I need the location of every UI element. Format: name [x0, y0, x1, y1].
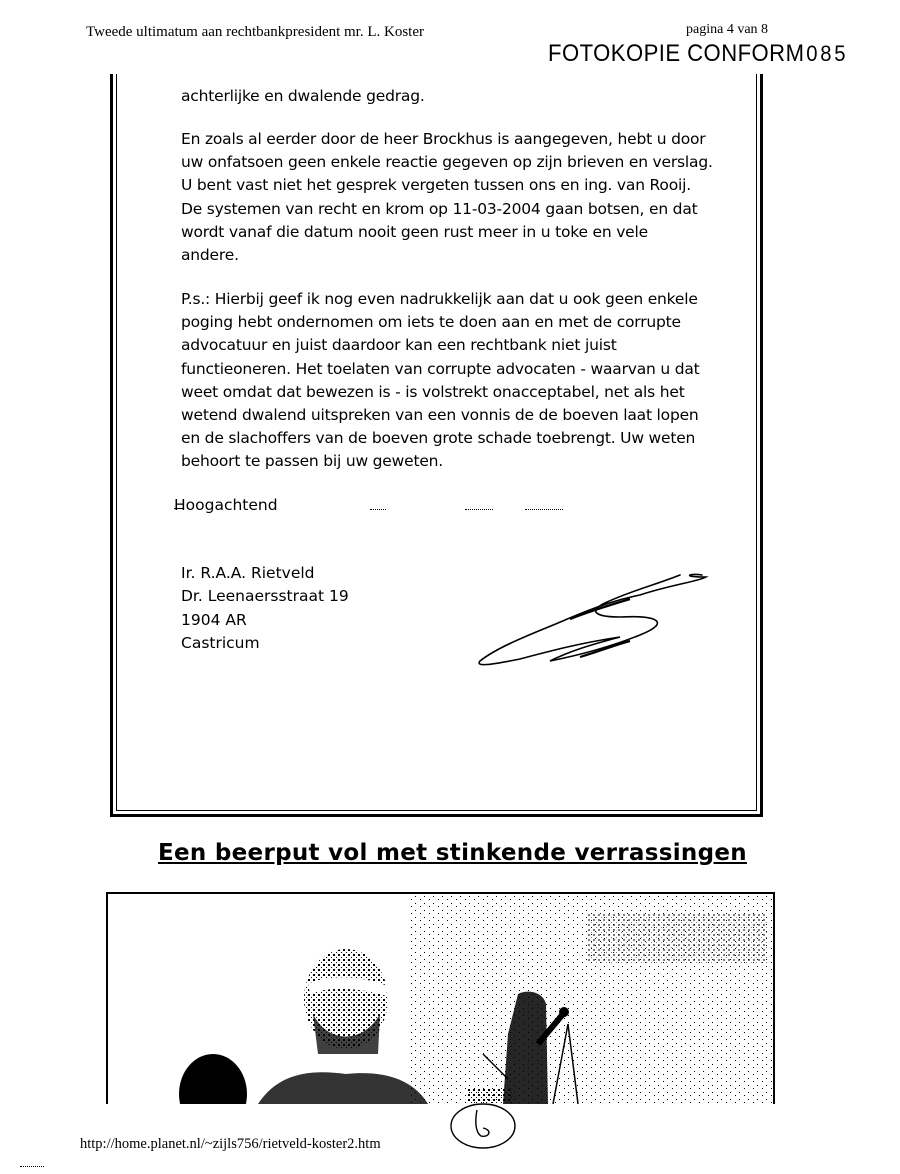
text-line: weet omdat dat bewezen is - is volstrekt onacceptabel, net als het — [181, 382, 685, 401]
text-line: en de slachoffers van de boeven grote schade toebrengt. Uw weten — [181, 429, 696, 448]
letter-paragraph-1 — [181, 128, 713, 267]
scan-artifact-dots — [465, 509, 493, 510]
section-heading: Een beerput vol met stinkende verrassingen — [158, 840, 747, 866]
letter-paragraph-0 — [181, 85, 425, 108]
text-line: achterlijke en dwalende gedrag. — [181, 87, 425, 105]
sender-street: Dr. Leenaersstraat 19 — [181, 587, 349, 606]
letter-paragraph-ps — [181, 288, 700, 474]
text-line: wordt vanaf die datum nooit geen rust meer in u toke en vele — [181, 222, 648, 241]
text-line: De systemen van recht en krom op 11-03-2004 gaan botsen, en dat — [181, 199, 698, 218]
lady-justice-photo-icon — [108, 894, 773, 1104]
footer-url-link[interactable]: http://home.planet.nl/~zijls756/rietveld-koster2.htm — [80, 1136, 381, 1152]
sender-name: Ir. R.A.A. Rietveld — [181, 564, 315, 582]
fotokopie-stamp — [548, 40, 848, 68]
handwritten-page-number-icon — [443, 1100, 523, 1156]
text-line: P.s.: Hierbij geef ik nog even nadrukkelijk aan dat u ook geen enkele — [181, 290, 698, 308]
stamp-number: 085 — [806, 41, 849, 66]
stamp-text: FOTOKOPIE CONFORM — [548, 40, 805, 67]
text-line: wetend dwalend uitspreken van een vonnis de de boeven laat lopen — [181, 406, 699, 425]
scan-artifact-dots — [20, 1166, 44, 1167]
page-indicator: pagina 4 van 8 — [686, 22, 769, 37]
scan-artifact-dots — [370, 509, 386, 510]
text-line: andere. — [181, 246, 239, 265]
letter-closing: Hoogachtend — [174, 496, 278, 514]
text-line: uw onfatsoen geen enkele reactie gegeven op zijn brieven en verslag. — [181, 153, 713, 172]
text-line: advocatuur en juist daardoor kan een rechtbank niet juist — [181, 336, 617, 355]
photocopied-image — [106, 892, 775, 1104]
document-header-title: Tweede ultimatum aan rechtbankpresident mr. L. Koster — [86, 24, 425, 40]
sender-address — [181, 562, 349, 655]
sender-postcode: 1904 AR — [181, 610, 247, 629]
text-line: U bent vast niet het gesprek vergeten tussen ons en ing. van Rooij. — [181, 176, 691, 195]
sender-city: Castricum — [181, 633, 260, 652]
text-line: behoort te passen bij uw geweten. — [181, 452, 444, 471]
scan-artifact-dots — [525, 509, 563, 510]
text-line: En zoals al eerder door de heer Brockhus is aangegeven, hebt u door — [181, 130, 706, 148]
text-line: poging hebt ondernomen om iets te doen aan en met de corrupte — [181, 313, 681, 332]
signature-icon — [470, 565, 730, 675]
text-line: functieoneren. Het toelaten van corrupte advocaten - waarvan u dat — [181, 359, 700, 378]
